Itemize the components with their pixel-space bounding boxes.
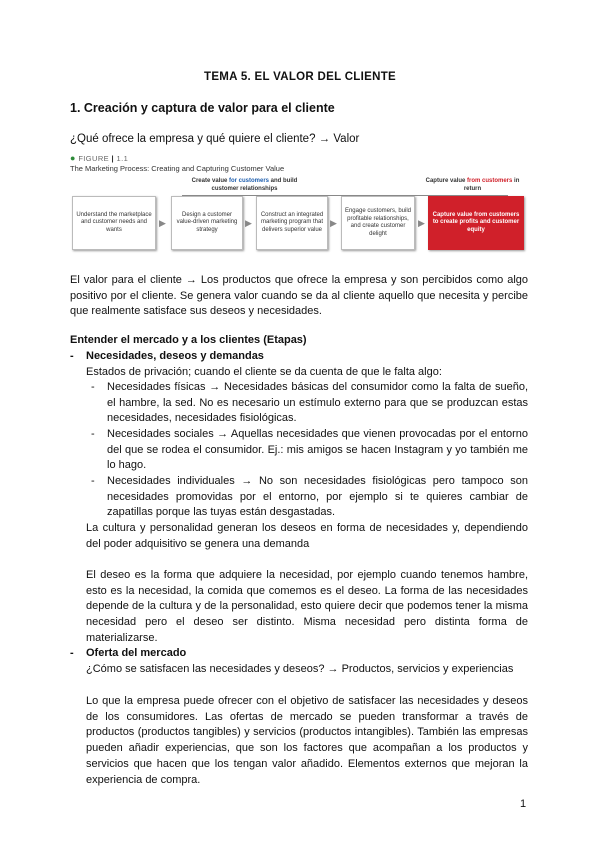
needs-dash: - [70, 350, 74, 362]
arrow-right-icon: ▶ [330, 218, 337, 228]
capture-label-pre: Capture value [425, 178, 467, 184]
offer-body: Lo que la empresa puede ofrecer con el objetivo de satisfacer las necesidades y deseos de los consumidores. Las ofertas de mercado se pueden transformar a través de productos (productos tangibles) y servicios (productos intangibles). También las empresas pueden añadir experiencias, que son los factores que acompañan a los productos y servicios que hacen que los tengan valor añadido. Elementos externos que mejoran la experiencia de compra. [86, 695, 528, 786]
needs-intro: Estados de privación; cuando el cliente se da cuenta de que le falta algo: [86, 366, 442, 378]
needs-item-dash: - [91, 428, 95, 440]
page-number: 1 [520, 798, 527, 810]
step-capture: Capture value from customers to create profits and customer equity [428, 196, 524, 250]
section-heading: 1. Creación y captura de valor para el cliente [70, 101, 335, 115]
document-title: TEMA 5. EL VALOR DEL CLIENTE [204, 71, 396, 83]
create-label-pre: Create value [191, 178, 229, 184]
step-engage: Engage customers, build profitable relationships, and create customer delight [341, 196, 415, 250]
arrow-right-icon: ▶ [418, 218, 425, 228]
create-value-label [182, 178, 307, 193]
step-design: Design a customer value-driven marketing strategy [171, 196, 243, 250]
needs-heading: Necesidades, deseos y demandas [86, 350, 264, 362]
figure-caption: ● FIGURE | 1.1 [70, 153, 129, 163]
create-label-post: and build customer relationships [211, 178, 298, 192]
desire-paragraph: El deseo es la forma que adquiere la necesidad, por ejemplo cuando tenemos hambre, esto es la necesidad, la comida que comemos es el deseo. La forma de las necesidades depende de la cultura y de la personalidad, esto quiere decir que podemos tener la misma necesidad pero el deseo ser distinto. Misma necesidad pero distinta forma de materializarse. [86, 569, 528, 644]
capture-label-post: in return [463, 178, 520, 192]
needs-item-dash: - [91, 475, 95, 487]
capture-value-label [425, 178, 520, 193]
offer-question: ¿Cómo se satisfacen las necesidades y deseos? → Productos, servicios y experiencias [86, 663, 514, 675]
figure-dot-icon: ● [70, 153, 76, 163]
figure-label: FIGURE [78, 154, 110, 163]
arrow-right-icon: ▶ [245, 218, 252, 228]
offer-dash: - [70, 647, 74, 659]
figure-number: 1.1 [116, 154, 129, 163]
value-definition: El valor para el cliente → Los productos que ofrece la empresa y son percibidos como algo positivo por el cliente. Se genera valor cuando se da al cliente aquello que necesita y percibe que realmente satisface sus deseos y necesidades. [70, 274, 528, 318]
step-understand: Understand the marketplace and customer needs and wants [72, 196, 156, 250]
culture-paragraph: La cultura y personalidad generan los deseos en forma de necesidades y, dependiendo del poder adquisitivo se genera una demanda [86, 522, 528, 550]
value-question: ¿Qué ofrece la empresa y qué quiere el cliente? → Valor [70, 133, 360, 145]
needs-item-individual: Necesidades individuales → No son necesidades fisiológicas pero tampoco son necesidades promovidas por el entorno, por ejemplo si te quieres cambiar de zapatillas porque las tuyas están desgastadas. [107, 475, 528, 519]
offer-heading: Oferta del mercado [86, 647, 187, 659]
stages-heading: Entender el mercado y a los clientes (Etapas) [70, 334, 307, 346]
arrow-right-icon: ▶ [159, 218, 166, 228]
needs-item-physical: Necesidades físicas → Necesidades básicas del consumidor como la falta de sueño, el hambre, la sed. No es necesario un estímulo externo para que se produzcan estas necesidades, necesidades fisiológicas. [107, 381, 528, 425]
step-construct: Construct an integrated marketing program that delivers superior value [256, 196, 328, 250]
needs-item-dash: - [91, 381, 95, 393]
figure-subtitle: The Marketing Process: Creating and Capturing Customer Value [70, 164, 285, 173]
create-label-highlight: for customers [229, 178, 270, 184]
needs-item-social: Necesidades sociales → Aquellas necesidades que vienen provocadas por el entorno del que se rodea el consumidor. Ej.: mis amigos se hacen Instagram y yo también me lo hago. [107, 428, 528, 472]
capture-label-highlight: from customers [467, 178, 513, 184]
